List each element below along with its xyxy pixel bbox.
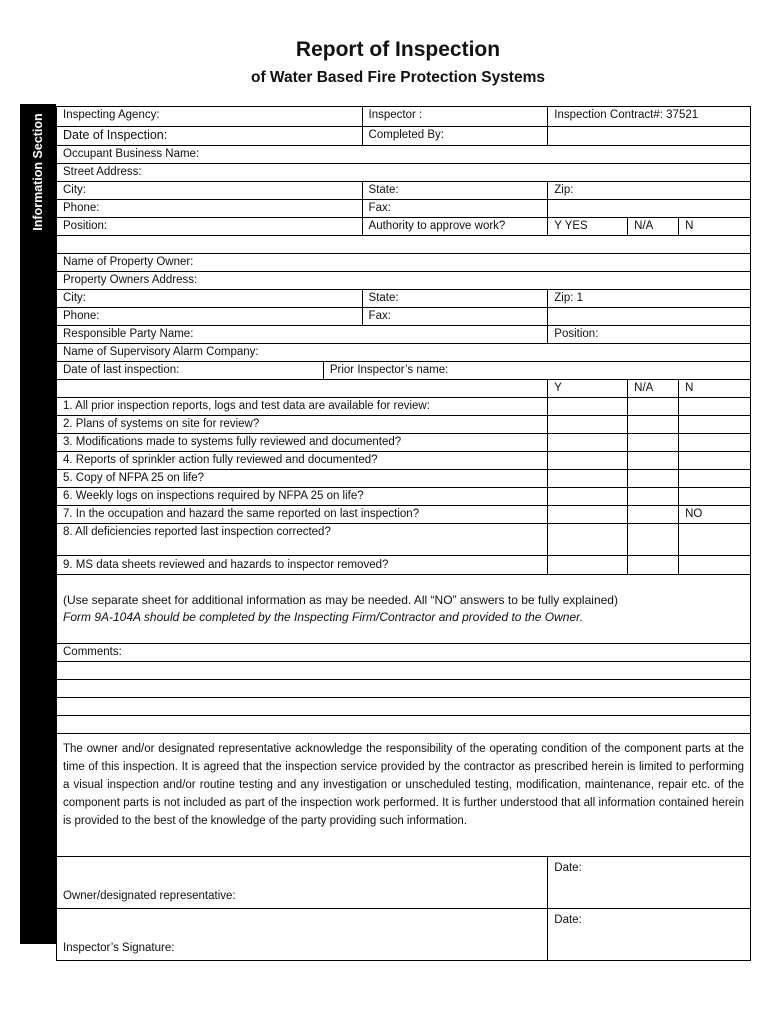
responsible-position-field[interactable]: Position: xyxy=(547,326,750,343)
checklist-na-cell[interactable] xyxy=(627,470,678,487)
comments-label: Comments: xyxy=(63,646,122,658)
notes-block xyxy=(57,575,750,643)
form-row xyxy=(57,163,750,181)
comments-input[interactable] xyxy=(57,698,750,715)
authority-no-cell[interactable]: N xyxy=(678,218,750,235)
inspector-field[interactable]: Inspector : xyxy=(362,107,548,126)
alarm-company-field[interactable]: Name of Supervisory Alarm Company: xyxy=(63,346,259,358)
notes-row xyxy=(57,574,750,643)
checklist-row xyxy=(57,487,750,505)
inspecting-agency-field[interactable]: Inspecting Agency: xyxy=(63,109,160,121)
checklist-na-cell[interactable] xyxy=(627,398,678,415)
form-row xyxy=(57,343,750,361)
blank-cell xyxy=(57,236,750,253)
fax-value[interactable] xyxy=(547,200,750,217)
owner-date-field[interactable]: Date: xyxy=(547,857,750,908)
checklist-header-na: N/A xyxy=(627,380,678,397)
checklist-n-cell[interactable]: NO xyxy=(678,506,750,523)
zip-field[interactable]: Zip: xyxy=(547,182,750,199)
owner-fax-value[interactable] xyxy=(547,308,750,325)
authority-na-cell[interactable]: N/A xyxy=(627,218,678,235)
street-address-field[interactable]: Street Address: xyxy=(63,166,142,178)
checklist-row xyxy=(57,451,750,469)
position-field[interactable]: Position: xyxy=(63,220,108,232)
owner-signature-field[interactable] xyxy=(57,857,547,908)
checklist-na-cell[interactable] xyxy=(627,524,678,555)
comments-input[interactable] xyxy=(57,680,750,697)
form-row xyxy=(57,271,750,289)
signature-row xyxy=(57,856,750,908)
owner-zip-field[interactable]: Zip: 1 xyxy=(547,290,750,307)
checklist-question: 2. Plans of systems on site for review? xyxy=(63,418,260,430)
checklist-question: 6. Weekly logs on inspections required by NFPA 25 on life? xyxy=(63,490,364,502)
acknowledgement-row xyxy=(57,733,750,856)
checklist-question: 5. Copy of NFPA 25 on life? xyxy=(63,472,205,484)
checklist-y-cell[interactable] xyxy=(547,470,627,487)
checklist-y-cell[interactable] xyxy=(547,416,627,433)
checklist-question: 9. MS data sheets reviewed and hazards to inspector removed? xyxy=(63,559,389,571)
inspection-form xyxy=(56,106,751,961)
comments-input[interactable] xyxy=(57,716,750,733)
form-row xyxy=(57,145,750,163)
phone-field[interactable]: Phone: xyxy=(63,202,100,214)
checklist-y-cell[interactable] xyxy=(547,398,627,415)
checklist-y-cell[interactable] xyxy=(547,524,627,555)
checklist-row xyxy=(57,505,750,523)
checklist-n-cell[interactable] xyxy=(678,556,750,574)
prior-inspector-field[interactable]: Prior Inspector’s name: xyxy=(323,362,750,379)
checklist-n-cell[interactable] xyxy=(678,434,750,451)
checklist-y-cell[interactable] xyxy=(547,434,627,451)
authority-yes-cell[interactable]: Y YES xyxy=(547,218,627,235)
checklist-na-cell[interactable] xyxy=(627,416,678,433)
owner-fax-field[interactable]: Fax: xyxy=(362,308,548,325)
comments-line xyxy=(57,697,750,715)
spacer-row xyxy=(57,235,750,253)
form-row xyxy=(57,307,750,325)
checklist-question: 3. Modifications made to systems fully reviewed and documented? xyxy=(63,436,402,448)
inspector-signature-field[interactable] xyxy=(57,909,547,960)
form-row xyxy=(57,361,750,379)
checklist-na-cell[interactable] xyxy=(627,452,678,469)
form-row xyxy=(57,126,750,145)
checklist-n-cell[interactable] xyxy=(678,452,750,469)
city-field[interactable]: City: xyxy=(63,184,86,196)
checklist-row xyxy=(57,469,750,487)
notes-line-1: (Use separate sheet for additional information as may be needed. All “NO” answers to be fully explained) xyxy=(63,593,618,607)
completed-by-value[interactable] xyxy=(547,127,750,145)
owner-phone-field[interactable]: Phone: xyxy=(63,310,100,322)
notes-line-2: Form 9A-104A should be completed by the Inspecting Firm/Contractor and provided to the Owner. xyxy=(63,610,584,624)
form-row xyxy=(57,289,750,307)
signature-row xyxy=(57,908,750,960)
comments-row xyxy=(57,643,750,661)
comments-line xyxy=(57,679,750,697)
checklist-n-cell[interactable] xyxy=(678,488,750,505)
inspector-signature-label: Inspector’s Signature: xyxy=(63,942,175,954)
last-inspection-field[interactable]: Date of last inspection: xyxy=(63,364,180,376)
checklist-row xyxy=(57,433,750,451)
checklist-n-cell[interactable] xyxy=(678,416,750,433)
form-row xyxy=(57,217,750,235)
form-row xyxy=(57,107,750,126)
owner-city-field[interactable]: City: xyxy=(63,292,86,304)
owner-state-field[interactable]: State: xyxy=(362,290,548,307)
checklist-n-cell[interactable] xyxy=(678,524,750,555)
checklist-na-cell[interactable] xyxy=(627,434,678,451)
checklist-y-cell[interactable] xyxy=(547,556,627,574)
owner-signature-label: Owner/designated representative: xyxy=(63,890,236,902)
checklist-n-cell[interactable] xyxy=(678,398,750,415)
responsible-party-field[interactable]: Responsible Party Name: xyxy=(63,328,194,340)
checklist-n-cell[interactable] xyxy=(678,470,750,487)
checklist-header-y: Y xyxy=(547,380,627,397)
sidebar-label: Information Section xyxy=(31,113,45,231)
checklist-na-cell[interactable] xyxy=(627,556,678,574)
comments-line xyxy=(57,661,750,679)
owner-address-field[interactable]: Property Owners Address: xyxy=(63,274,198,286)
page-title: Report of Inspection xyxy=(295,38,501,61)
checklist-question: 8. All deficiencies reported last inspection corrected? xyxy=(63,526,331,538)
property-owner-field[interactable]: Name of Property Owner: xyxy=(63,256,194,268)
form-row xyxy=(57,199,750,217)
inspector-date-field[interactable]: Date: xyxy=(547,909,750,960)
checklist-na-cell[interactable] xyxy=(627,506,678,523)
checklist-y-cell[interactable] xyxy=(547,488,627,505)
checklist-row xyxy=(57,555,750,574)
checklist-header-row xyxy=(57,379,750,397)
fax-field[interactable]: Fax: xyxy=(362,200,548,217)
date-of-inspection-field[interactable]: Date of Inspection: xyxy=(63,128,168,142)
authority-label: Authority to approve work? xyxy=(362,218,548,235)
checklist-header-n: N xyxy=(678,380,750,397)
checklist-question: 1. All prior inspection reports, logs and test data are available for review: xyxy=(63,400,430,412)
comments-input[interactable] xyxy=(57,662,750,679)
state-field[interactable]: State: xyxy=(362,182,548,199)
occupant-business-field[interactable]: Occupant Business Name: xyxy=(63,148,200,160)
checklist-question: 4. Reports of sprinkler action fully reviewed and documented? xyxy=(63,454,378,466)
completed-by-field[interactable]: Completed By: xyxy=(362,127,548,145)
checklist-y-cell[interactable] xyxy=(547,452,627,469)
checklist-y-cell[interactable] xyxy=(547,506,627,523)
checklist-question: 7. In the occupation and hazard the same reported on last inspection? xyxy=(63,508,420,520)
page-subtitle: of Water Based Fire Protection Systems xyxy=(250,69,545,86)
checklist-header-blank xyxy=(57,380,547,397)
checklist-row xyxy=(57,523,750,555)
form-row xyxy=(57,325,750,343)
checklist-row xyxy=(57,415,750,433)
contract-number-field[interactable]: Inspection Contract#: 37521 xyxy=(547,107,750,126)
form-row xyxy=(57,253,750,271)
acknowledgement-text: The owner and/or designated representative acknowledge the responsibility of the operating condition of the component parts at the time of this inspection. It is agreed that the inspection service provided by the contractor as prescribed herein is limited to performing a visual inspection and/or routine testing and any investigation or unscheduled testing, modification, maintenance, repair etc. of the component parts is not included as part of the inspection work performed. It is further understood that all information contained herein is provided to the best of the knowledge of the party providing such information. xyxy=(63,743,744,827)
form-row xyxy=(57,181,750,199)
checklist-na-cell[interactable] xyxy=(627,488,678,505)
checklist-row xyxy=(57,397,750,415)
comments-line xyxy=(57,715,750,733)
